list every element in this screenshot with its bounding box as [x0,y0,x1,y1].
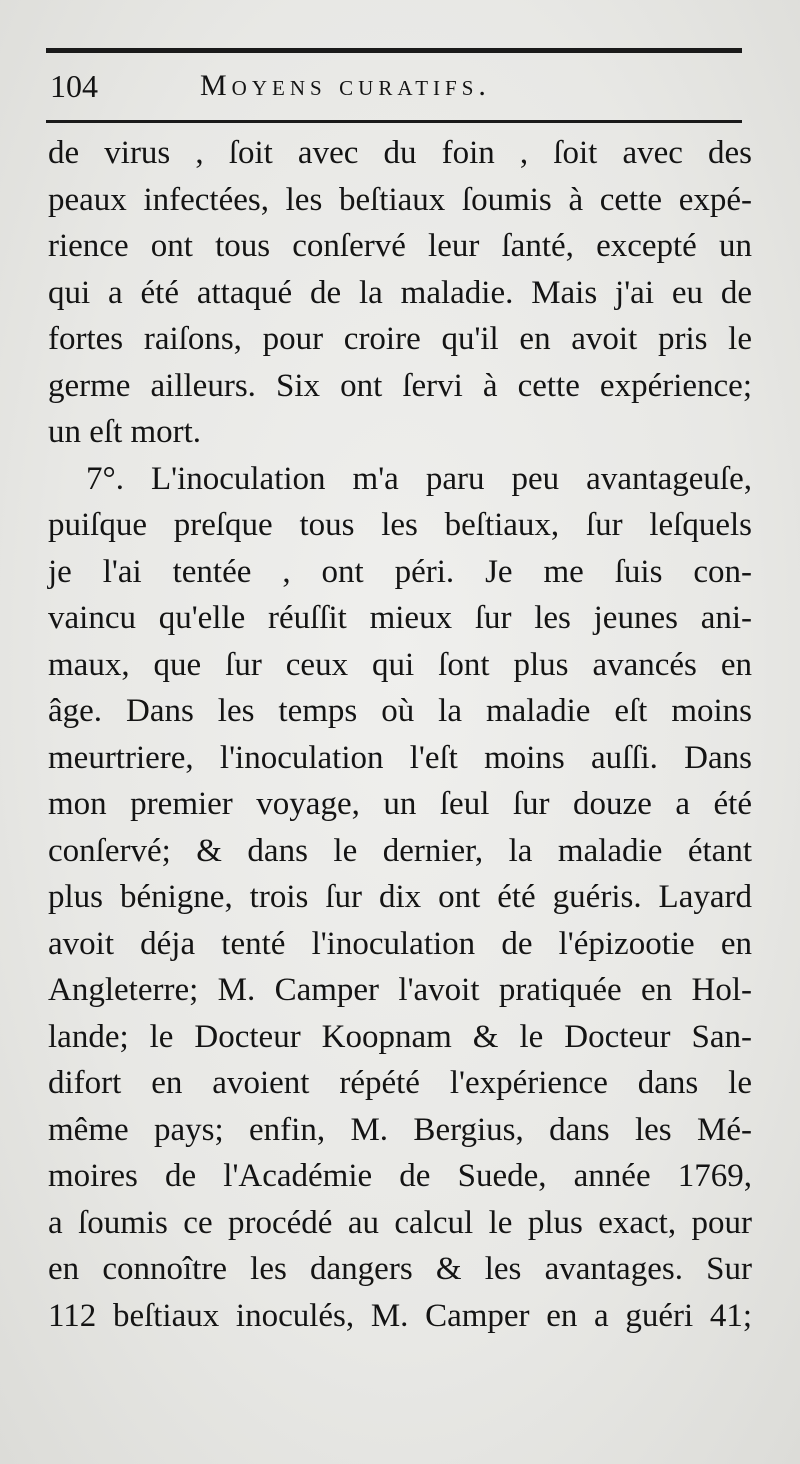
text-line: meurtriere, l'inoculation l'eſt moins auſſi. Dans [48,739,752,776]
header-rule-bottom [46,120,742,123]
text-line: de virus , ſoit avec du foin , ſoit avec des [48,135,752,171]
running-header [50,66,740,106]
text-line: rience ont tous conſervé leur ſanté, excepté un [48,228,752,264]
text-line: puiſque preſque tous les beſtiaux, ſur leſquels [48,507,752,543]
text-line: qui a été attaqué de la maladie. Mais j'ai eu de [48,274,752,311]
text-line: fortes raiſons, pour croire qu'il en avoit pris le [48,321,752,357]
text-line: moires de l'Académie de Suede, année 1769, [48,1158,752,1194]
text-line: Angleterre; M. Camper l'avoit pratiquée en Hol- [48,972,752,1008]
text-line: difort en avoient répété l'expérience dans le [48,1065,752,1101]
text-line: âge. Dans les temps où la maladie eſt moins [48,693,752,729]
text-line: maux, que ſur ceux qui ſont plus avancés en [48,646,752,683]
text-line: 112 beſtiaux inoculés, M. Camper en a guéri 41; [48,1297,752,1334]
text-line: en connoître les dangers & les avantages. Sur [48,1251,752,1287]
paragraph-start-line: 7°. L'inoculation m'a paru peu avantageuſe, [86,460,752,497]
text-line: lande; le Docteur Koopnam & le Docteur San- [48,1018,752,1055]
text-line: plus bénigne, trois ſur dix ont été guéris. Layard [48,879,752,915]
text-line: conſervé; & dans le dernier, la maladie étant [48,832,752,869]
body-text [48,130,752,1339]
text-line: avoit déja tenté l'inoculation de l'épizootie en [48,925,752,962]
text-line: vaincu qu'elle réuſſit mieux ſur les jeunes ani- [48,600,752,636]
header-rule-top [46,48,742,53]
text-line: germe ailleurs. Six ont ſervi à cette expérience; [48,367,752,404]
text-line: un eſt mort. [48,414,202,450]
text-line: je l'ai tentée , ont péri. Je me ſuis con- [48,553,752,590]
text-line: mon premier voyage, un ſeul ſur douze a été [48,786,752,822]
running-title: Moyens curatifs. [200,69,491,102]
text-line: a ſoumis ce procédé au calcul le plus exact, pour [48,1204,752,1241]
text-line: peaux infectées, les beſtiaux ſoumis à cette expé- [48,181,752,218]
text-line: même pays; enfin, M. Bergius, dans les Mé- [48,1111,752,1148]
page-number: 104 [50,68,98,104]
